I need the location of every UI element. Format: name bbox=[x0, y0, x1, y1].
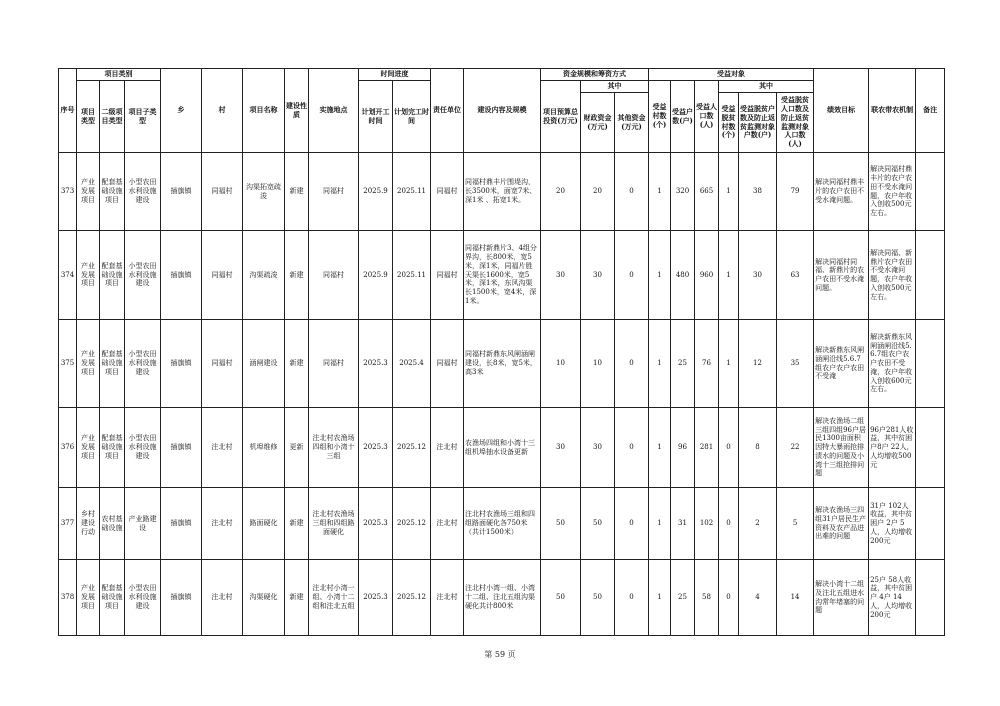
cell-location: 注北村农渔场四组和小湾十三组 bbox=[309, 408, 359, 488]
cell-end: 2025.11 bbox=[393, 153, 431, 231]
header-funds-sub: 其中 bbox=[581, 81, 649, 93]
cell-content: 农渔场四组和小湾十三组机埠抽水设备更新 bbox=[464, 408, 541, 488]
cell-responsible: 同福村 bbox=[431, 231, 464, 320]
cell-performance: 解决小湾十二组及注北五组进水沟常年堵塞的问题 bbox=[814, 560, 869, 636]
cell-seq: 376 bbox=[59, 408, 77, 488]
cell-population: 76 bbox=[695, 320, 719, 408]
header-timeline-group: 时间进度 bbox=[359, 69, 431, 81]
cell-nature: 更新 bbox=[285, 408, 309, 488]
project-table-sheet bbox=[58, 68, 944, 636]
table-row bbox=[59, 153, 945, 231]
cell-poor-households: 12 bbox=[739, 320, 777, 408]
cell-performance: 解决农渔场二组三组四组96户居民1300亩面积因特大暴雨抢排渍水的问题及小湾十三组抢排问题 bbox=[814, 408, 869, 488]
cell-fiscal: 50 bbox=[581, 560, 615, 636]
cell-seq: 375 bbox=[59, 320, 77, 408]
cell-nature: 新建 bbox=[285, 153, 309, 231]
cell-population: 665 bbox=[695, 153, 719, 231]
header-ben-villages: 受益村数(个) bbox=[649, 81, 671, 153]
cell-linkage: 解决同福村鼎丰片的农户农田不受水淹问题，农户年收入创收500元左右。 bbox=[869, 153, 916, 231]
cell-sub: 小型农田水利设施建设 bbox=[125, 320, 161, 408]
cell-responsible: 注北村 bbox=[431, 560, 464, 636]
cell-end: 2025.12 bbox=[393, 488, 431, 560]
header-linkage: 联农带农机制 bbox=[869, 69, 916, 153]
page-number: 第 59 页 bbox=[484, 650, 516, 659]
header-project-name: 项目名称 bbox=[243, 69, 285, 153]
cell-total: 30 bbox=[541, 408, 581, 488]
cell-poor-villages: 1 bbox=[719, 320, 739, 408]
cell-start: 2025.3 bbox=[359, 488, 393, 560]
cell-poor-households: 8 bbox=[739, 408, 777, 488]
header-fiscal: 财政资金(万元) bbox=[581, 93, 615, 153]
project-table bbox=[58, 68, 945, 636]
cell-seq: 377 bbox=[59, 488, 77, 560]
cell-responsible: 同福村 bbox=[431, 153, 464, 231]
cell-total: 20 bbox=[541, 153, 581, 231]
cell-nature: 新建 bbox=[285, 231, 309, 320]
cell-township: 插旗镇 bbox=[161, 231, 202, 320]
header-project-type: 项目类型 bbox=[77, 81, 100, 153]
cell-other: 0 bbox=[615, 320, 649, 408]
cell-poor-population: 14 bbox=[777, 560, 814, 636]
cell-level2: 农村基础设施 bbox=[100, 488, 125, 560]
cell-villages: 1 bbox=[649, 560, 671, 636]
cell-start: 2025.3 bbox=[359, 320, 393, 408]
header-ben-households: 受益户数(户) bbox=[671, 81, 695, 153]
cell-performance: 解决农渔场三四组31户居民生产资料及农产品进出难的问题 bbox=[814, 488, 869, 560]
cell-total: 50 bbox=[541, 488, 581, 560]
cell-end: 2025.4 bbox=[393, 320, 431, 408]
cell-households: 25 bbox=[671, 320, 695, 408]
cell-sub: 产业路建设 bbox=[125, 488, 161, 560]
cell-level2: 配套基础设施项目 bbox=[100, 320, 125, 408]
cell-poor-population: 22 bbox=[777, 408, 814, 488]
cell-poor-villages: 1 bbox=[719, 231, 739, 320]
cell-remarks bbox=[916, 560, 945, 636]
table-row bbox=[59, 408, 945, 488]
cell-content: 同福村新鼎东风闸涵闸建设，长8米，宽5米，高3米 bbox=[464, 320, 541, 408]
cell-start: 2025.9 bbox=[359, 153, 393, 231]
cell-type: 乡村建设行动 bbox=[77, 488, 100, 560]
header-ben-poor-households: 受益脱贫户数及防止返贫监测对象户数(户) bbox=[739, 93, 777, 153]
header-sub-type: 项目子类型 bbox=[125, 81, 161, 153]
cell-poor-villages: 0 bbox=[719, 408, 739, 488]
cell-start: 2025.3 bbox=[359, 560, 393, 636]
cell-township: 插旗镇 bbox=[161, 560, 202, 636]
cell-households: 320 bbox=[671, 153, 695, 231]
header-seq: 序号 bbox=[59, 69, 77, 153]
cell-villages: 1 bbox=[649, 231, 671, 320]
cell-type: 产业发展项目 bbox=[77, 231, 100, 320]
cell-content: 注北村小湾一组、小湾十二组、注北五组沟渠硬化共计800米 bbox=[464, 560, 541, 636]
cell-sub: 小型农田水利设施建设 bbox=[125, 408, 161, 488]
cell-type: 产业发展项目 bbox=[77, 153, 100, 231]
header-ben-poor-population: 受益脱贫人口数及防止返贫监测对象人口数(人) bbox=[777, 93, 814, 153]
cell-remarks bbox=[916, 231, 945, 320]
cell-poor-households: 30 bbox=[739, 231, 777, 320]
cell-village: 同福村 bbox=[202, 320, 243, 408]
cell-name: 沟渠硬化 bbox=[243, 560, 285, 636]
cell-end: 2025.11 bbox=[393, 231, 431, 320]
cell-fiscal: 50 bbox=[581, 488, 615, 560]
cell-nature: 新建 bbox=[285, 560, 309, 636]
cell-nature: 新建 bbox=[285, 320, 309, 408]
header-ben-poor-villages: 受益脱贫村数(个) bbox=[719, 93, 739, 153]
cell-households: 96 bbox=[671, 408, 695, 488]
cell-village: 注北村 bbox=[202, 488, 243, 560]
cell-remarks bbox=[916, 153, 945, 231]
cell-linkage: 解决新鼎东风闸涵闸沿线5.6.7组农户农户农田不受淹，农户年收入创收600元左右。 bbox=[869, 320, 916, 408]
header-category-group: 项目类别 bbox=[77, 69, 161, 81]
header-ben-sub: 其中 bbox=[719, 81, 814, 93]
cell-township: 插旗镇 bbox=[161, 153, 202, 231]
cell-name: 机埠维修 bbox=[243, 408, 285, 488]
cell-performance: 解决新鼎东风闸涵闸沿线5.6.7组农户农户农田不受淹 bbox=[814, 320, 869, 408]
header-remarks: 备注 bbox=[916, 69, 945, 153]
header-township: 乡 bbox=[161, 69, 202, 153]
cell-poor-villages: 1 bbox=[719, 153, 739, 231]
cell-seq: 378 bbox=[59, 560, 77, 636]
table-row bbox=[59, 320, 945, 408]
cell-remarks bbox=[916, 408, 945, 488]
table-row bbox=[59, 560, 945, 636]
cell-households: 31 bbox=[671, 488, 695, 560]
cell-total: 50 bbox=[541, 560, 581, 636]
cell-location: 注北村小湾一组、小湾十二组和注北五组 bbox=[309, 560, 359, 636]
header-location: 实施地点 bbox=[309, 69, 359, 153]
header-responsible: 责任单位 bbox=[431, 69, 464, 153]
table-row bbox=[59, 488, 945, 560]
cell-population: 960 bbox=[695, 231, 719, 320]
cell-performance: 解决同福村鼎丰片的农户农田不受水淹问题。 bbox=[814, 153, 869, 231]
header-other: 其他资金(万元) bbox=[615, 93, 649, 153]
header-plan-end: 计划完工时间 bbox=[393, 81, 431, 153]
cell-type: 产业发展项目 bbox=[77, 408, 100, 488]
cell-households: 480 bbox=[671, 231, 695, 320]
cell-responsible: 注北村 bbox=[431, 488, 464, 560]
cell-poor-households: 4 bbox=[739, 560, 777, 636]
cell-linkage: 96户281人收益，其中贫困户8户 22人，人均增收500元 bbox=[869, 408, 916, 488]
cell-total: 30 bbox=[541, 231, 581, 320]
cell-performance: 解决同福村同福、新鼎片的农户农田不受水淹问题。 bbox=[814, 231, 869, 320]
cell-villages: 1 bbox=[649, 153, 671, 231]
cell-other: 0 bbox=[615, 488, 649, 560]
cell-level2: 配套基础设施项目 bbox=[100, 153, 125, 231]
cell-location: 同福村 bbox=[309, 231, 359, 320]
cell-sub: 小型农田水利设施建设 bbox=[125, 560, 161, 636]
cell-level2: 配套基础设施项目 bbox=[100, 231, 125, 320]
header-total-budget: 项目预算总投资(万元) bbox=[541, 81, 581, 153]
cell-remarks bbox=[916, 320, 945, 408]
cell-end: 2025.12 bbox=[393, 408, 431, 488]
cell-households: 25 bbox=[671, 560, 695, 636]
cell-other: 0 bbox=[615, 408, 649, 488]
cell-location: 同福村 bbox=[309, 320, 359, 408]
cell-location: 注北村农渔场三组和四组路面硬化 bbox=[309, 488, 359, 560]
cell-remarks bbox=[916, 488, 945, 560]
cell-population: 281 bbox=[695, 408, 719, 488]
cell-other: 0 bbox=[615, 560, 649, 636]
cell-fiscal: 10 bbox=[581, 320, 615, 408]
cell-fiscal: 30 bbox=[581, 231, 615, 320]
cell-fiscal: 20 bbox=[581, 153, 615, 231]
cell-seq: 374 bbox=[59, 231, 77, 320]
cell-start: 2025.9 bbox=[359, 231, 393, 320]
cell-villages: 1 bbox=[649, 488, 671, 560]
table-row bbox=[59, 231, 945, 320]
cell-nature: 新建 bbox=[285, 488, 309, 560]
cell-fiscal: 30 bbox=[581, 408, 615, 488]
cell-township: 插旗镇 bbox=[161, 320, 202, 408]
cell-type: 产业发展项目 bbox=[77, 320, 100, 408]
cell-sub: 小型农田水利设施建设 bbox=[125, 231, 161, 320]
cell-responsible: 注北村 bbox=[431, 408, 464, 488]
cell-responsible: 同福村 bbox=[431, 320, 464, 408]
cell-type: 产业发展项目 bbox=[77, 560, 100, 636]
cell-village: 注北村 bbox=[202, 560, 243, 636]
cell-poor-population: 35 bbox=[777, 320, 814, 408]
cell-linkage: 25户 58人收益，其中贫困户 4户 14人，人均增收200元 bbox=[869, 560, 916, 636]
cell-linkage: 31户 102人收益，其中贫困户 2户 5人，人均增收200元 bbox=[869, 488, 916, 560]
cell-level2: 配套基础设施项目 bbox=[100, 408, 125, 488]
cell-content: 注北村农渔场三组和四组路面硬化各750米（共计1500米） bbox=[464, 488, 541, 560]
header-plan-start: 计划开工时间 bbox=[359, 81, 393, 153]
cell-poor-population: 63 bbox=[777, 231, 814, 320]
cell-level2: 配套基础设施项目 bbox=[100, 560, 125, 636]
cell-linkage: 解决同福、新鼎片农户农田不受水淹问题，农户年收入创收500元左右。 bbox=[869, 231, 916, 320]
cell-population: 102 bbox=[695, 488, 719, 560]
cell-name: 沟渠拓宽疏浚 bbox=[243, 153, 285, 231]
cell-name: 沟渠疏浚 bbox=[243, 231, 285, 320]
header-build-nature: 建设性质 bbox=[285, 69, 309, 153]
cell-name: 路面硬化 bbox=[243, 488, 285, 560]
cell-villages: 1 bbox=[649, 320, 671, 408]
cell-total: 10 bbox=[541, 320, 581, 408]
cell-village: 注北村 bbox=[202, 408, 243, 488]
cell-other: 0 bbox=[615, 153, 649, 231]
header-ben-population: 受益人口数(人) bbox=[695, 81, 719, 153]
cell-content: 同福村新鼎片3、4组分界沟，长800米，宽5米，深1米，同福片胜天渠长1600米，宽5米，深1米，东风沟渠长1500米，宽4米，深1米。 bbox=[464, 231, 541, 320]
header-content: 建设内容及规模 bbox=[464, 69, 541, 153]
header-beneficiary-group: 受益对象 bbox=[649, 69, 814, 81]
cell-villages: 1 bbox=[649, 408, 671, 488]
header-funds-group: 资金规模和筹资方式 bbox=[541, 69, 649, 81]
header-level2-type: 二级项目类型 bbox=[100, 81, 125, 153]
cell-village: 同福村 bbox=[202, 153, 243, 231]
header-village: 村 bbox=[202, 69, 243, 153]
cell-poor-villages: 0 bbox=[719, 488, 739, 560]
cell-township: 插旗镇 bbox=[161, 488, 202, 560]
header-performance: 绩效目标 bbox=[814, 69, 869, 153]
cell-end: 2025.12 bbox=[393, 560, 431, 636]
cell-poor-villages: 0 bbox=[719, 560, 739, 636]
cell-village: 同福村 bbox=[202, 231, 243, 320]
cell-poor-population: 5 bbox=[777, 488, 814, 560]
cell-location: 同福村 bbox=[309, 153, 359, 231]
cell-content: 同福村鼎丰片围堤沟，长3500米，面宽7米、深1米 、拓宽1米。 bbox=[464, 153, 541, 231]
cell-poor-households: 2 bbox=[739, 488, 777, 560]
cell-poor-households: 38 bbox=[739, 153, 777, 231]
cell-population: 58 bbox=[695, 560, 719, 636]
cell-other: 0 bbox=[615, 231, 649, 320]
cell-poor-population: 79 bbox=[777, 153, 814, 231]
cell-seq: 373 bbox=[59, 153, 77, 231]
cell-name: 涵闸建设 bbox=[243, 320, 285, 408]
cell-sub: 小型农田水利设施建设 bbox=[125, 153, 161, 231]
cell-start: 2025.3 bbox=[359, 408, 393, 488]
cell-township: 插旗镇 bbox=[161, 408, 202, 488]
